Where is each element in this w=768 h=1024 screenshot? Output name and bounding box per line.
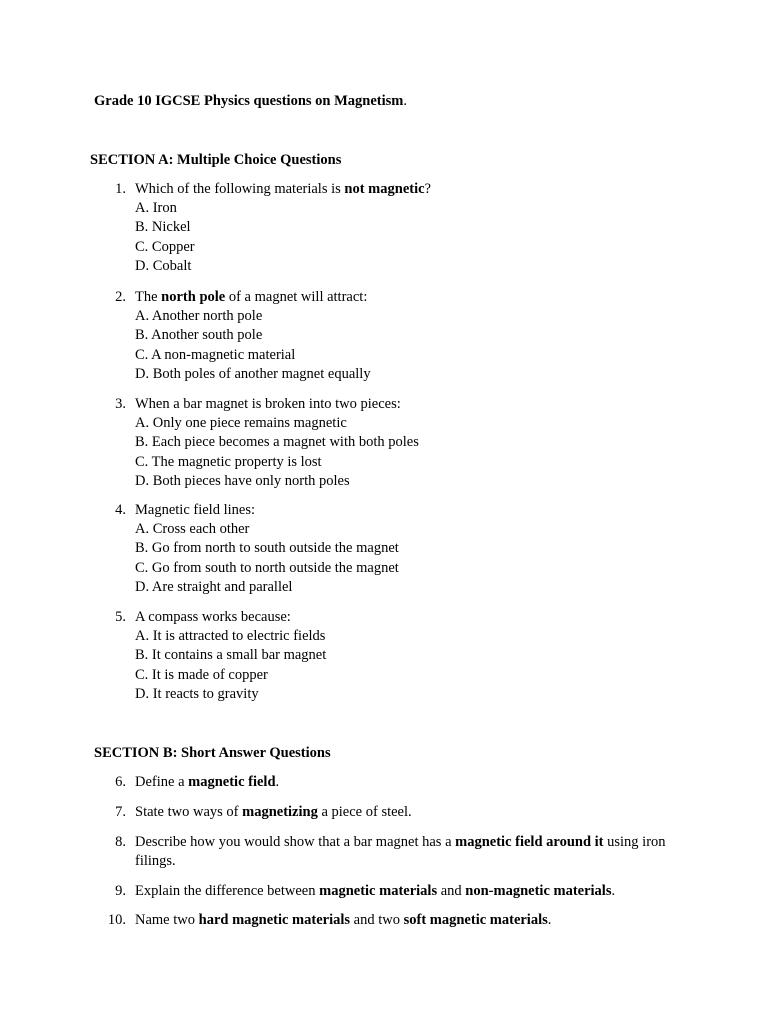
question-text-part: a piece of steel. (317, 804, 412, 820)
question-text (135, 773, 680, 792)
question-text-bold: north pole (161, 289, 226, 305)
question-text (135, 395, 680, 414)
question-text-part: When a bar magnet is broken into two pieces: (135, 396, 401, 412)
answer-option: A. Only one piece remains magnetic (135, 415, 347, 432)
answer-option: A. Iron (135, 200, 177, 217)
question-number: 10. (107, 912, 126, 928)
question-text-part: State two ways of (135, 804, 243, 820)
answer-option: A. It is attracted to electric fields (135, 628, 326, 645)
document-title-period: . (403, 93, 407, 109)
document-title (94, 93, 407, 110)
answer-option: D. Cobalt (135, 257, 192, 274)
sa-question-9 (110, 882, 680, 901)
question-text-part: . (611, 883, 616, 899)
question-number: 1. (115, 181, 126, 197)
question-number: 2. (115, 289, 126, 305)
question-number: 7. (115, 804, 126, 820)
mc-question-4 (110, 501, 680, 597)
question-text-bold: magnetic field around it (455, 834, 604, 850)
question-text-bold: not magnetic (344, 181, 425, 197)
question-text-part: . (547, 912, 552, 928)
question-text (135, 501, 680, 520)
question-number: 8. (115, 834, 126, 850)
question-text (135, 288, 680, 307)
question-text-bold: magnetic field (188, 774, 276, 790)
mc-question-1 (110, 180, 680, 276)
answer-option: D. Both poles of another magnet equally (135, 365, 371, 382)
sa-question-10 (107, 911, 680, 930)
question-text-bold: soft magnetic materials (403, 912, 548, 928)
answer-option: C. Go from south to north outside the magnet (135, 559, 399, 576)
question-text-part: Define a (135, 774, 189, 790)
answer-option: A. Cross each other (135, 521, 250, 538)
mc-question-5 (110, 608, 680, 704)
answer-option: D. Are straight and parallel (135, 578, 293, 595)
answer-option: B. Each piece becomes a magnet with both poles (135, 434, 419, 451)
question-text-bold: magnetic materials (319, 883, 438, 899)
answer-option: D. Both pieces have only north poles (135, 472, 350, 489)
document-title-text: Grade 10 IGCSE Physics questions on Magnetism (94, 93, 404, 109)
question-text (135, 833, 680, 871)
question-text-bold: hard magnetic materials (198, 912, 351, 928)
question-text-part: . (275, 774, 280, 790)
question-text-part: ? (424, 181, 431, 197)
answer-option: C. A non-magnetic material (135, 346, 296, 363)
section-a-heading: SECTION A: Multiple Choice Questions (90, 152, 342, 168)
answer-option: B. It contains a small bar magnet (135, 647, 327, 664)
question-text-part: and two (350, 912, 404, 928)
sa-question-6 (110, 773, 680, 792)
question-number: 9. (115, 883, 126, 899)
answer-option: B. Go from north to south outside the magnet (135, 540, 399, 557)
question-text-bold: non-magnetic materials (465, 883, 612, 899)
question-text-part: Magnetic field lines: (135, 502, 255, 518)
answer-option: A. Another north pole (135, 308, 263, 325)
answer-option: C. It is made of copper (135, 666, 268, 683)
answer-option: C. The magnetic property is lost (135, 453, 322, 470)
question-text-part: of a magnet will attract: (225, 289, 368, 305)
question-text-part: The (135, 289, 162, 305)
question-text-part: Which of the following materials is (135, 181, 345, 197)
question-text-part: using iron filings. (135, 834, 666, 870)
question-text-part: Describe how you would show that a bar magnet has a (135, 834, 456, 850)
question-text (135, 608, 680, 627)
question-text (135, 882, 680, 901)
question-text-part: Name two (135, 912, 199, 928)
mc-question-2 (110, 288, 680, 384)
sa-question-7 (110, 803, 680, 822)
question-number: 5. (115, 609, 126, 625)
sa-question-8 (110, 833, 680, 871)
question-text-bold: magnetizing (242, 804, 318, 820)
question-text-part: Explain the difference between (135, 883, 320, 899)
mc-question-3 (110, 395, 680, 491)
answer-option: B. Nickel (135, 219, 191, 236)
question-number: 4. (115, 502, 126, 518)
question-text-part: and (437, 883, 466, 899)
question-number: 3. (115, 396, 126, 412)
question-text (135, 911, 680, 930)
question-text (135, 180, 680, 199)
answer-option: B. Another south pole (135, 327, 263, 344)
answer-option: C. Copper (135, 238, 195, 255)
question-number: 6. (115, 774, 126, 790)
answer-option: D. It reacts to gravity (135, 685, 259, 702)
section-b-heading: SECTION B: Short Answer Questions (94, 745, 331, 761)
question-text (135, 803, 680, 822)
question-text-part: A compass works because: (135, 609, 291, 625)
